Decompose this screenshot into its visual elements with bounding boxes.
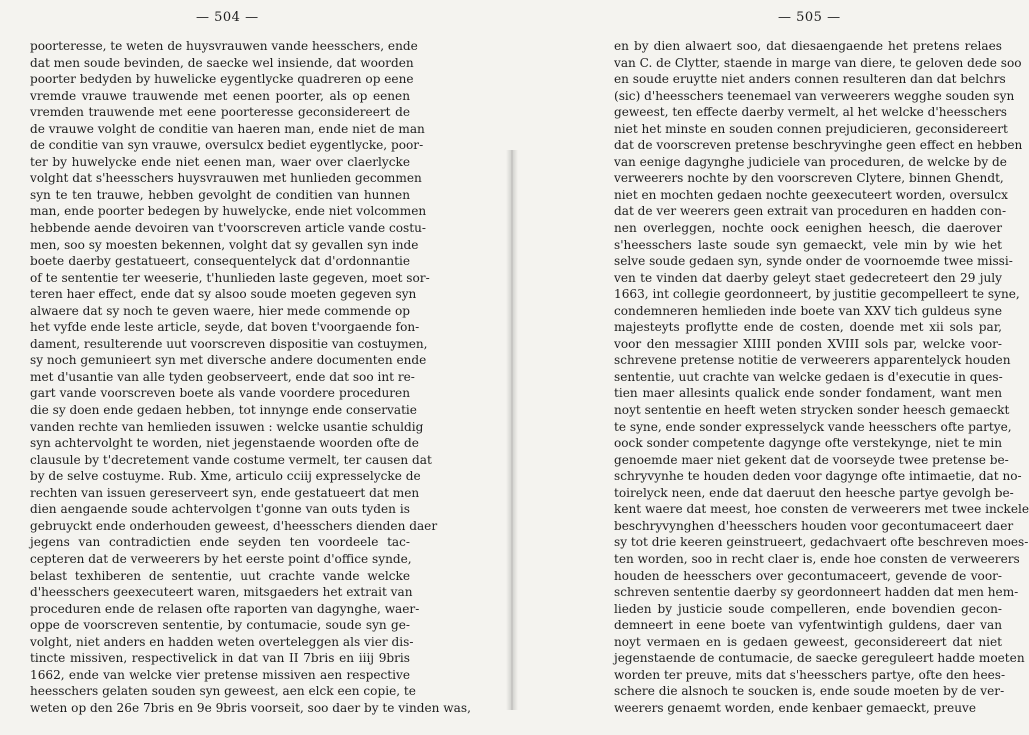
- text-line: schryvynhe te houden deden voor dagynge ofte intimaetie, dat no-: [614, 469, 1022, 484]
- text-line: gart vande voorscreven boete als vande voordere proceduren: [30, 386, 410, 401]
- text-line: sy tot drie keeren geinstrueert, gedachvaert ofte beschreven moes-: [614, 535, 1029, 550]
- text-line: man, ende poorter bedegen by huwelycke, ende niet volcommen: [30, 204, 427, 219]
- text-line: proceduren ende de relasen ofte raporten van dagynghe, waer-: [30, 601, 420, 616]
- text-line: majesteyts proflytte ende de costen, doende met xii sols par,: [614, 320, 1002, 335]
- text-line: gebruyckt ende onderhouden geweest, d'heesschers dienden daer: [30, 518, 438, 533]
- text-line: schreven sententie daerby sy geordonneert hadden dat men hem-: [614, 585, 1019, 600]
- text-line: dien aengaende soude achtervolgen t'gonne van outs tyden is: [30, 502, 410, 517]
- text-line: houden de heesschers over gecontumaceert, gevende de voor-: [614, 568, 1002, 583]
- text-line: dat de voorscreven pretense beschryvinghe geen effect en hebben: [614, 138, 1023, 153]
- text-line: van C. de Clytter, staende in marge van diere, te geloven dede soo: [614, 55, 1022, 70]
- text-line: kent waere dat meest, hoe consten de verweerers met twee inckele: [614, 502, 1029, 517]
- text-line: nen overleggen, nochte oock eenighen heesch, die daerover: [614, 221, 1002, 236]
- text-line: noyt vermaen en is gedaen geweest, geconsidereert dat niet: [614, 634, 1002, 649]
- text-line: niet het minste en souden connen prejudicieren, geconsidereert: [614, 121, 1008, 136]
- text-line: ter by huwelycke ende niet eenen man, waer over claerlycke: [30, 154, 410, 169]
- text-line: te syne, ende sonder expresselyck vande heesschers ofte partye,: [614, 419, 1012, 434]
- text-line: voor den messagier XIIII ponden XVIII sols par, welcke voor-: [614, 336, 1002, 351]
- text-line: cepteren dat de verweerers by het eerste point d'office synde,: [30, 551, 412, 566]
- text-line: jegenstaende de contumacie, de saecke gereguleert hadde moeten: [614, 651, 1025, 666]
- text-line: niet en mochten gedaen nochte geexecuteert worden, oversulcx: [614, 187, 1008, 202]
- text-line: weerers genaemt worden, ende kenbaer gemaeckt, preuve: [614, 700, 976, 715]
- text-line: en by dien alwaert soo, dat diesaengaende het pretens relaes: [614, 39, 1002, 53]
- text-line: oock sonder competente dagynge ofte verstekynge, niet te min: [614, 436, 1002, 451]
- text-line: clausule by t'decretement vande costume vermelt, ter causen dat: [30, 452, 432, 467]
- left-page-body: [30, 38, 471, 716]
- text-line: sy noch gemunieert syn met diversche andere documenten ende: [30, 353, 427, 368]
- text-line: poorter bedyden by huwelicke eygentlycke quadreren op eene: [30, 72, 414, 87]
- text-line: teren haer effect, ende dat sy alsoo soude moeten gegeven syn: [30, 287, 417, 302]
- text-line: met d'usantie van alle tyden geobserveert, ende dat soo int re-: [30, 369, 415, 384]
- text-line: syn te ten trauwe, hebben gevolght de conditien van hunnen: [30, 187, 410, 202]
- text-line: die sy doen ende gedaen hebben, tot innynge ende conservatie: [30, 403, 417, 418]
- text-line: syn achtervolght te worden, niet jegenstaende woorden ofte de: [30, 436, 419, 451]
- text-line: vremden trauwende met eene poorteresse geconsidereert de: [30, 105, 410, 120]
- text-line: het vyfde ende leste article, seyde, dat boven t'voorgaende fon-: [30, 320, 420, 335]
- text-line: boete daerby gestatueert, consequentelyck dat d'ordonnantie: [30, 254, 410, 269]
- right-page-number: — 505 —: [778, 10, 841, 25]
- text-line: 1663, int collegie geordonneert, by justitie gecompelleert te syne,: [614, 287, 1020, 302]
- right-page-body: [614, 38, 1029, 716]
- text-line: dat de ver weerers geen extrait van proceduren en hadden con-: [614, 204, 1007, 219]
- text-line: belast texhiberen de sententie, uut crachte vande welcke: [30, 568, 410, 583]
- text-line: (sic) d'heesschers teenemael van verweerers wegghe souden syn: [614, 88, 1015, 103]
- text-line: de vrauwe volght de conditie van haeren man, ende niet de man: [30, 121, 425, 136]
- text-line: volght, niet anders en hadden weten overteleggen als vier dis-: [30, 634, 414, 649]
- text-line: tien maer allesints qualick ende sonder fondament, want men: [614, 386, 1002, 401]
- text-line: ten worden, soo in recht claer is, ende hoe consten de verweerers: [614, 551, 1020, 566]
- text-line: selve soude gedaen syn, synde onder de voornoemde twee missi-: [614, 254, 1013, 269]
- text-line: vremde vrauwe trauwende met eenen poorter, als op eenen: [30, 88, 410, 103]
- text-line: heesschers gelaten souden syn geweest, aen elck een copie, te: [30, 684, 416, 699]
- text-line: d'heesschers geexecuteert waren, mitsgaeders het extrait van: [30, 585, 413, 600]
- text-line: verweerers nochte by den voorscreven Clytere, binnen Ghendt,: [614, 171, 1004, 186]
- text-line: hebbende aende devoiren van t'voorscreven article vande costu-: [30, 221, 426, 236]
- text-line: demneert in eene boete van vyfentwintigh guldens, daer van: [614, 618, 1002, 633]
- text-line: rechten van issuen gereserveert syn, ende gestatueert dat men: [30, 485, 420, 500]
- text-line: de conditie van syn vrauwe, oversulcx bediet eygentlycke, poor-: [30, 138, 424, 153]
- text-line: toirelyck neen, ende dat daeruut den heesche partye gevolgh be-: [614, 485, 1014, 500]
- text-line: geweest, ten effecte daerby vermelt, al het welcke d'heesschers: [614, 105, 1007, 120]
- text-line: vanden rechte van hemlieden issuwen : welcke usantie schuldig: [30, 419, 424, 434]
- text-line: volght dat s'heesschers huysvrauwen met hunlieden gecommen: [30, 171, 422, 186]
- text-line: weten op den 26e 7bris en 9e 9bris voorseit, soo daer by te vinden was,: [30, 700, 471, 715]
- text-line: beschryvynghen d'heesschers houden voor gecontumaceert daer: [614, 518, 1014, 533]
- text-line: lieden by justicie soude compelleren, ende bovendien gecon-: [614, 601, 1002, 616]
- text-line: by de selve costuyme. Rub. Xme, articulo cciij expresselycke de: [30, 469, 421, 484]
- text-line: s'heesschers laste soude syn gemaeckt, vele min by wie het: [614, 237, 1002, 252]
- text-line: condemneren hemlieden inde boete van XXV tich guldeus syne: [614, 303, 1002, 318]
- text-line: men, soo sy moesten bekennen, volght dat sy gevallen syn inde: [30, 237, 419, 252]
- text-line: poorteresse, te weten de huysvrauwen vande heesschers, ende: [30, 39, 418, 53]
- text-line: ven te vinden dat daerby geleyt staet gedecreteert den 29 july: [614, 270, 1002, 285]
- text-line: 1662, ende van welcke vier pretense missiven aen respective: [30, 667, 410, 682]
- right-page: [512, 0, 1029, 735]
- text-line: of te sententie ter weeserie, t'hunlieden laste gegeven, moet sor-: [30, 270, 430, 285]
- text-line: schere die alsnoch te soucken is, ende soude moeten by de ver-: [614, 684, 1005, 699]
- text-line: dament, resulterende uut voorscreven dispositie van costuymen,: [30, 336, 428, 351]
- text-line: en soude eruytte niet anders connen resulteren dan dat belchrs: [614, 72, 1006, 87]
- text-line: dat men soude bevinden, de saecke wel insiende, dat woorden: [30, 55, 414, 70]
- text-line: schrevene pretense notitie de verweerers apparentelyck houden: [614, 353, 1011, 368]
- text-line: noyt sententie en heeft weten strycken sonder heesch gemaeckt: [614, 403, 1010, 418]
- text-line: genoemde maer niet gekent dat de voorseyde twee pretense be-: [614, 452, 1009, 467]
- text-line: van eenige dagynghe judiciele van proceduren, de welcke by de: [614, 154, 1007, 169]
- text-line: tincte missiven, respectivelick in dat van II 7bris en iiij 9bris: [30, 651, 410, 666]
- text-line: jegens van contradictien ende seyden ten voordeele tac-: [30, 535, 410, 550]
- text-line: sententie, uut crachte van welcke gedaen is d'executie in ques-: [614, 369, 1003, 384]
- text-line: alwaere dat sy noch te geven waere, hier mede commende op: [30, 303, 410, 318]
- left-page-number: — 504 —: [196, 10, 259, 25]
- text-line: worden ter preuve, mits dat s'heesschers partye, ofte den hees-: [614, 667, 1006, 682]
- text-line: oppe de voorscreven sententie, by contumacie, soude syn ge-: [30, 618, 410, 633]
- left-page: [0, 0, 512, 735]
